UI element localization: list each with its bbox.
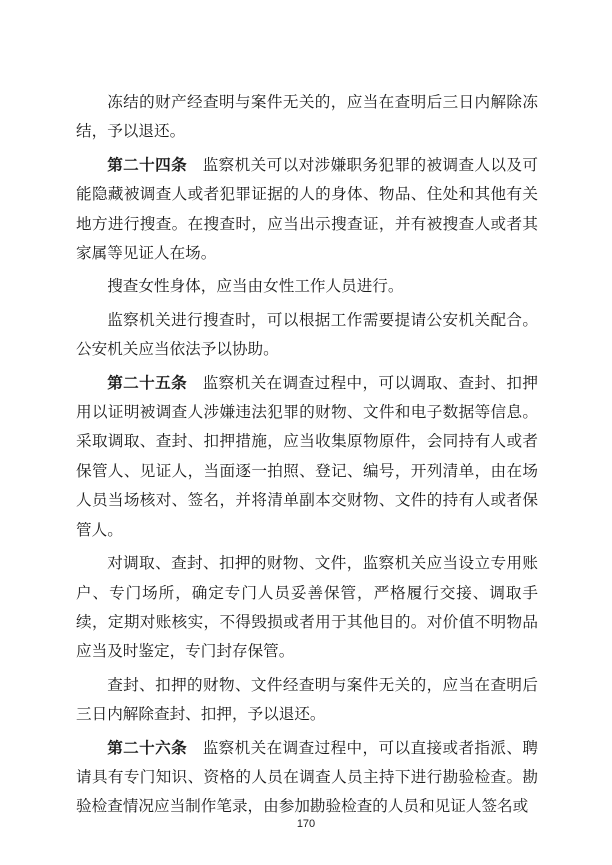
paragraph-3 [76, 272, 538, 301]
article-25-heading: 第二十五条 [107, 373, 188, 392]
paragraph-7 [76, 671, 538, 730]
paragraph-6-text: 对调取、查封、扣押的财物、文件，监察机关应当设立专用账户、专门场所，确定专门人员妥善保管，严格履行交接、调取手续，定期对账核实，不得毁损或者用于其他目的。对价值不明物品应当及时鉴定，专门封存保管。 [76, 554, 538, 661]
paragraph-6 [76, 549, 538, 667]
paragraph-4-text: 监察机关进行搜查时，可以根据工作需要提请公安机关配合。公安机关应当依法予以协助。 [76, 310, 538, 359]
paragraph-1-text: 冻结的财产经查明与案件无关的，应当在查明后三日内解除冻结，予以退还。 [76, 93, 538, 141]
article-25-paragraph [76, 369, 538, 545]
paragraph-3-text: 搜查女性身体，应当由女性工作人员进行。 [107, 277, 404, 296]
article-24-paragraph [76, 151, 538, 269]
article-25-text: 监察机关在调查过程中，可以调取、查封、扣押用以证明被调查人涉嫌违法犯罪的财物、文件和电子数据等信息。采取调取、查封、扣押措施，应当收集原物原件，会同持有人或者保管人、见证人，当面逐一拍照、登记、编号，开列清单，由在场人员当场核对、签名，并将清单副本交财物、文件的持有人或者保管人。 [76, 373, 538, 539]
article-26-text: 监察机关在调查过程中，可以直接或者指派、聘请具有专门知识、资格的人员在调查人员主持下进行勘验检查。勘验检查情况应当制作笔录，由参加勘验检查的人员和见证人签名或 [76, 738, 538, 816]
paragraph-4 [76, 306, 538, 365]
article-24-text: 监察机关可以对涉嫌职务犯罪的被调查人以及可能隐藏被调查人或者犯罪证据的人的身体、物品、住处和其他有关地方进行搜查。在搜查时，应当出示搜查证，并有被搜查人或者其家属等见证人在场。 [76, 155, 538, 263]
paragraph-7-text: 查封、扣押的财物、文件经查明与案件无关的，应当在查明后三日内解除查封、扣押，予以退还。 [76, 675, 538, 724]
article-24-heading: 第二十四条 [107, 155, 188, 174]
page-body [76, 88, 538, 826]
page-number: 170 [296, 818, 316, 830]
article-26-heading: 第二十六条 [107, 738, 188, 757]
paragraph-1 [76, 88, 538, 147]
article-26-paragraph [76, 734, 538, 822]
